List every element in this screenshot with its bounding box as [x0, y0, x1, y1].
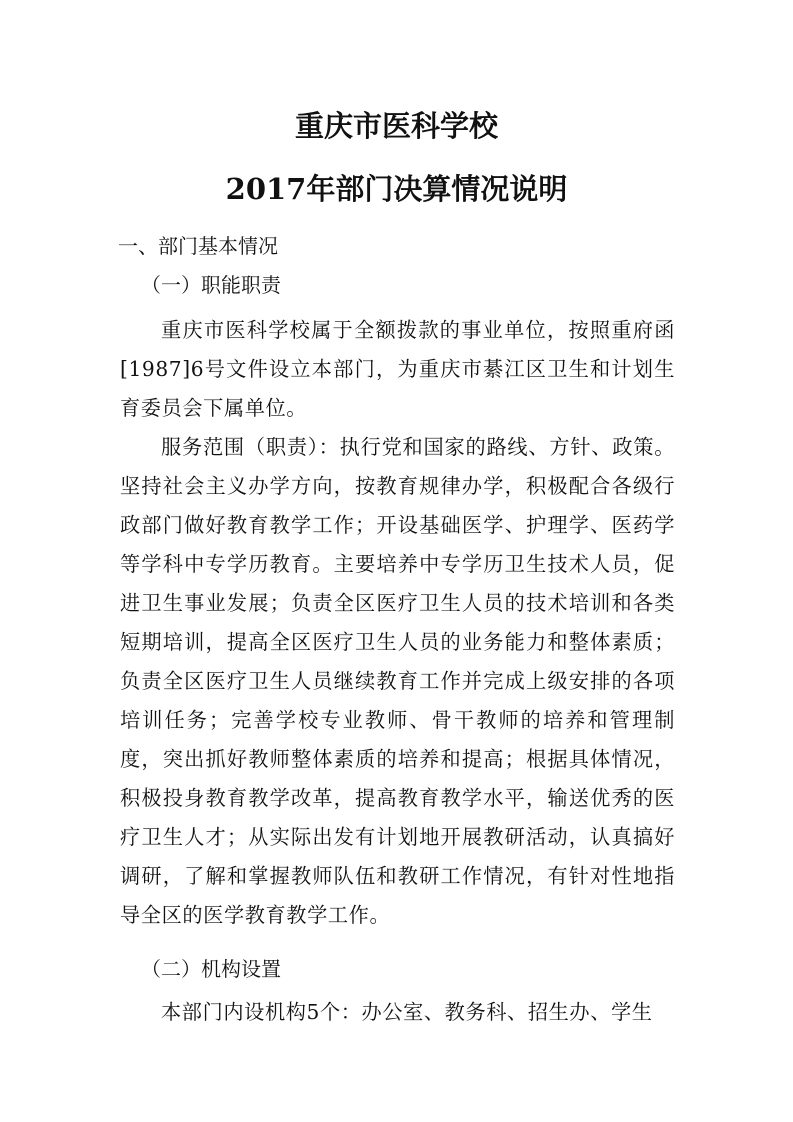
section-heading-basic-info: 一、部门基本情况 — [118, 234, 278, 258]
subsection-heading-organization: （二）机构设置 — [141, 957, 281, 981]
paragraph-internal-units: 本部门内设机构5个：办公室、教务科、招生办、学生 — [161, 1000, 653, 1024]
document-subtitle: 2017年部门决算情况说明 — [225, 172, 568, 206]
paragraph-service-scope: 服务范围（职责）：执行党和国家的路线、方针、政策。坚持社会主义办学方向，按教育规律办学，积极配合各级行政部门做好教育教学工作；开设基础医学、护理学、医药学等学科中专学历教育。主要培养中专学历卫生技术人员，促进卫生事业发展；负责全区医疗卫生人员的技术培训和各类短期培训，提高全区医疗卫生人员的业务能力和整体素质；负责全区医疗卫生人员继续教育工作并完成上级安排的各项培训任务；完善学校专业教师、骨干教师的培养和管理制度，突出抓好教师整体素质的培养和提高；根据具体情况，积极投身教育教学改革，提高教育教学水平，输送优秀的医疗卫生人才；从实际出发有计划地开展教研活动，认真搞好调研，了解和掌握教师队伍和教研工作情况，有针对性地指导全区的医学教育教学工作。 — [120, 435, 675, 927]
subsection-heading-duties: （一）职能职责 — [141, 273, 281, 297]
paragraph-establishment: 重庆市医科学校属于全额拨款的事业单位，按照重府函[1987]6号文件设立本部门，为重庆市綦江区卫生和计划生育委员会下属单位。 — [120, 318, 675, 420]
document-title: 重庆市医科学校 — [294, 109, 498, 143]
